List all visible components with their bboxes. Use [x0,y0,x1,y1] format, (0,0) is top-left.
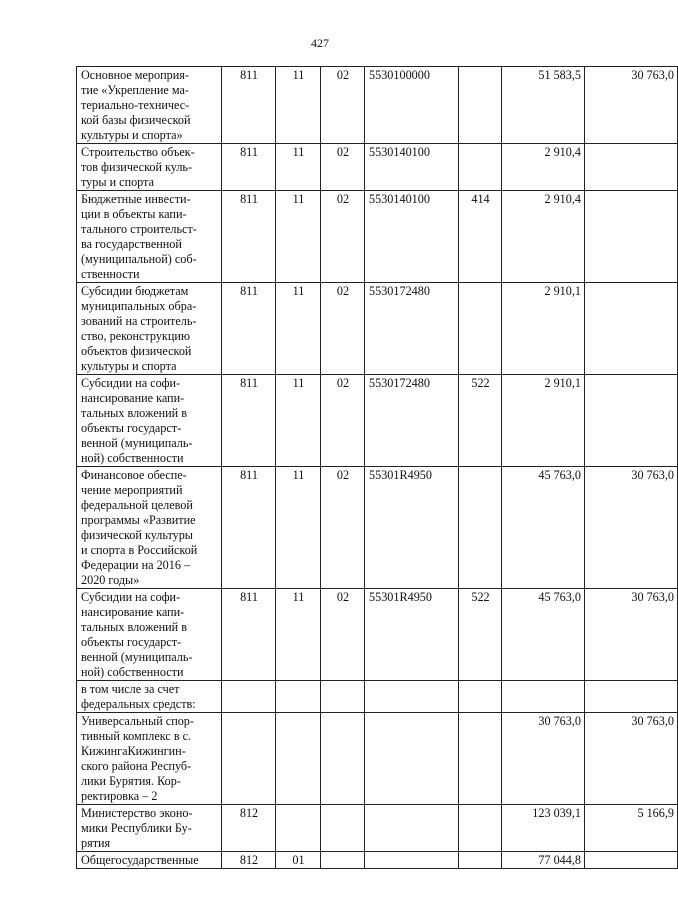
amount-total-cell: 2 910,1 [502,375,585,467]
target-article-cell: 5530172480 [365,375,459,467]
target-article-cell [365,852,459,869]
row-name-cell: Общегосударственные [77,852,222,869]
subsection-code-cell [321,805,365,852]
subsection-code-cell: 02 [321,67,365,144]
target-article-cell [365,681,459,713]
amount-total-cell: 2 910,4 [502,144,585,191]
dept-code-cell: 811 [222,375,276,467]
section-code-cell [276,681,321,713]
dept-code-cell: 811 [222,67,276,144]
dept-code-cell: 811 [222,283,276,375]
section-code-cell: 01 [276,852,321,869]
table-row [77,67,678,144]
amount-total-cell: 2 910,4 [502,191,585,283]
table-row [77,467,678,589]
amount-federal-cell [585,191,678,283]
expense-type-cell [459,467,502,589]
table-row [77,144,678,191]
expense-type-cell: 414 [459,191,502,283]
budget-table [76,66,678,869]
budget-table-body [77,67,678,869]
dept-code-cell: 812 [222,805,276,852]
table-row [77,852,678,869]
row-name-cell: Субсидии на софи- нансирование капи- тальных вложений в объекты государст- венной (муниципаль- ной) собственности [77,589,222,681]
amount-total-cell [502,681,585,713]
amount-federal-cell [585,681,678,713]
section-code-cell: 11 [276,283,321,375]
expense-type-cell: 522 [459,589,502,681]
table-row [77,191,678,283]
section-code-cell: 11 [276,589,321,681]
target-article-cell [365,805,459,852]
subsection-code-cell: 02 [321,467,365,589]
section-code-cell: 11 [276,67,321,144]
amount-total-cell: 123 039,1 [502,805,585,852]
subsection-code-cell [321,681,365,713]
target-article-cell: 55301R4950 [365,467,459,589]
expense-type-cell [459,805,502,852]
amount-total-cell: 30 763,0 [502,713,585,805]
amount-total-cell: 45 763,0 [502,589,585,681]
table-row [77,283,678,375]
dept-code-cell [222,681,276,713]
row-name-cell: Строительство объек- тов физической куль- туры и спорта [77,144,222,191]
table-row [77,713,678,805]
subsection-code-cell: 02 [321,191,365,283]
row-name-cell: Субсидии бюджетам муниципальных обра- зований на строитель- ство, реконструкцию объектов физической культуры и спорта [77,283,222,375]
subsection-code-cell: 02 [321,283,365,375]
expense-type-cell [459,144,502,191]
expense-type-cell [459,681,502,713]
target-article-cell: 5530172480 [365,283,459,375]
page-number: 427 [311,36,329,50]
dept-code-cell: 812 [222,852,276,869]
amount-total-cell: 77 044,8 [502,852,585,869]
table-row [77,681,678,713]
section-code-cell [276,805,321,852]
row-name-cell: Субсидии на софи- нансирование капи- тальных вложений в объекты государст- венной (муниципаль- ной) собственности [77,375,222,467]
target-article-cell: 5530140100 [365,191,459,283]
amount-federal-cell: 30 763,0 [585,67,678,144]
amount-federal-cell [585,283,678,375]
amount-total-cell: 45 763,0 [502,467,585,589]
expense-type-cell [459,852,502,869]
amount-federal-cell: 30 763,0 [585,713,678,805]
subsection-code-cell: 02 [321,375,365,467]
amount-federal-cell: 30 763,0 [585,589,678,681]
amount-federal-cell [585,375,678,467]
dept-code-cell: 811 [222,191,276,283]
subsection-code-cell [321,713,365,805]
section-code-cell: 11 [276,375,321,467]
row-name-cell: Финансовое обеспе- чение мероприятий федеральной целевой программы «Развитие физической культуры и спорта в Российской Федерации на 2016 – 2020 годы» [77,467,222,589]
target-article-cell: 55301R4950 [365,589,459,681]
row-name-cell: Бюджетные инвести- ции в объекты капи- тального строительст- ва государственной (муниципальной) соб- ственности [77,191,222,283]
table-row [77,805,678,852]
row-name-cell: Министерство эконо- мики Республики Бу- рятия [77,805,222,852]
dept-code-cell: 811 [222,144,276,191]
table-row [77,589,678,681]
amount-federal-cell: 5 166,9 [585,805,678,852]
amount-federal-cell [585,144,678,191]
target-article-cell [365,713,459,805]
amount-total-cell: 2 910,1 [502,283,585,375]
subsection-code-cell: 02 [321,589,365,681]
row-name-cell: в том числе за счет федеральных средств: [77,681,222,713]
dept-code-cell: 811 [222,589,276,681]
target-article-cell: 5530100000 [365,67,459,144]
section-code-cell: 11 [276,144,321,191]
section-code-cell [276,713,321,805]
amount-total-cell: 51 583,5 [502,67,585,144]
expense-type-cell: 522 [459,375,502,467]
subsection-code-cell [321,852,365,869]
amount-federal-cell: 30 763,0 [585,467,678,589]
dept-code-cell [222,713,276,805]
dept-code-cell: 811 [222,467,276,589]
table-row [77,375,678,467]
section-code-cell: 11 [276,467,321,589]
amount-federal-cell [585,852,678,869]
row-name-cell: Основное мероприя- тие «Укрепление ма- териально-техничес- кой базы физической культуры и спорта» [77,67,222,144]
row-name-cell: Универсальный спор- тивный комплекс в с. КижингаКижингин- ского района Респуб- лики Бурятия. Кор- ректировка – 2 [77,713,222,805]
section-code-cell: 11 [276,191,321,283]
expense-type-cell [459,67,502,144]
expense-type-cell [459,283,502,375]
target-article-cell: 5530140100 [365,144,459,191]
expense-type-cell [459,713,502,805]
subsection-code-cell: 02 [321,144,365,191]
